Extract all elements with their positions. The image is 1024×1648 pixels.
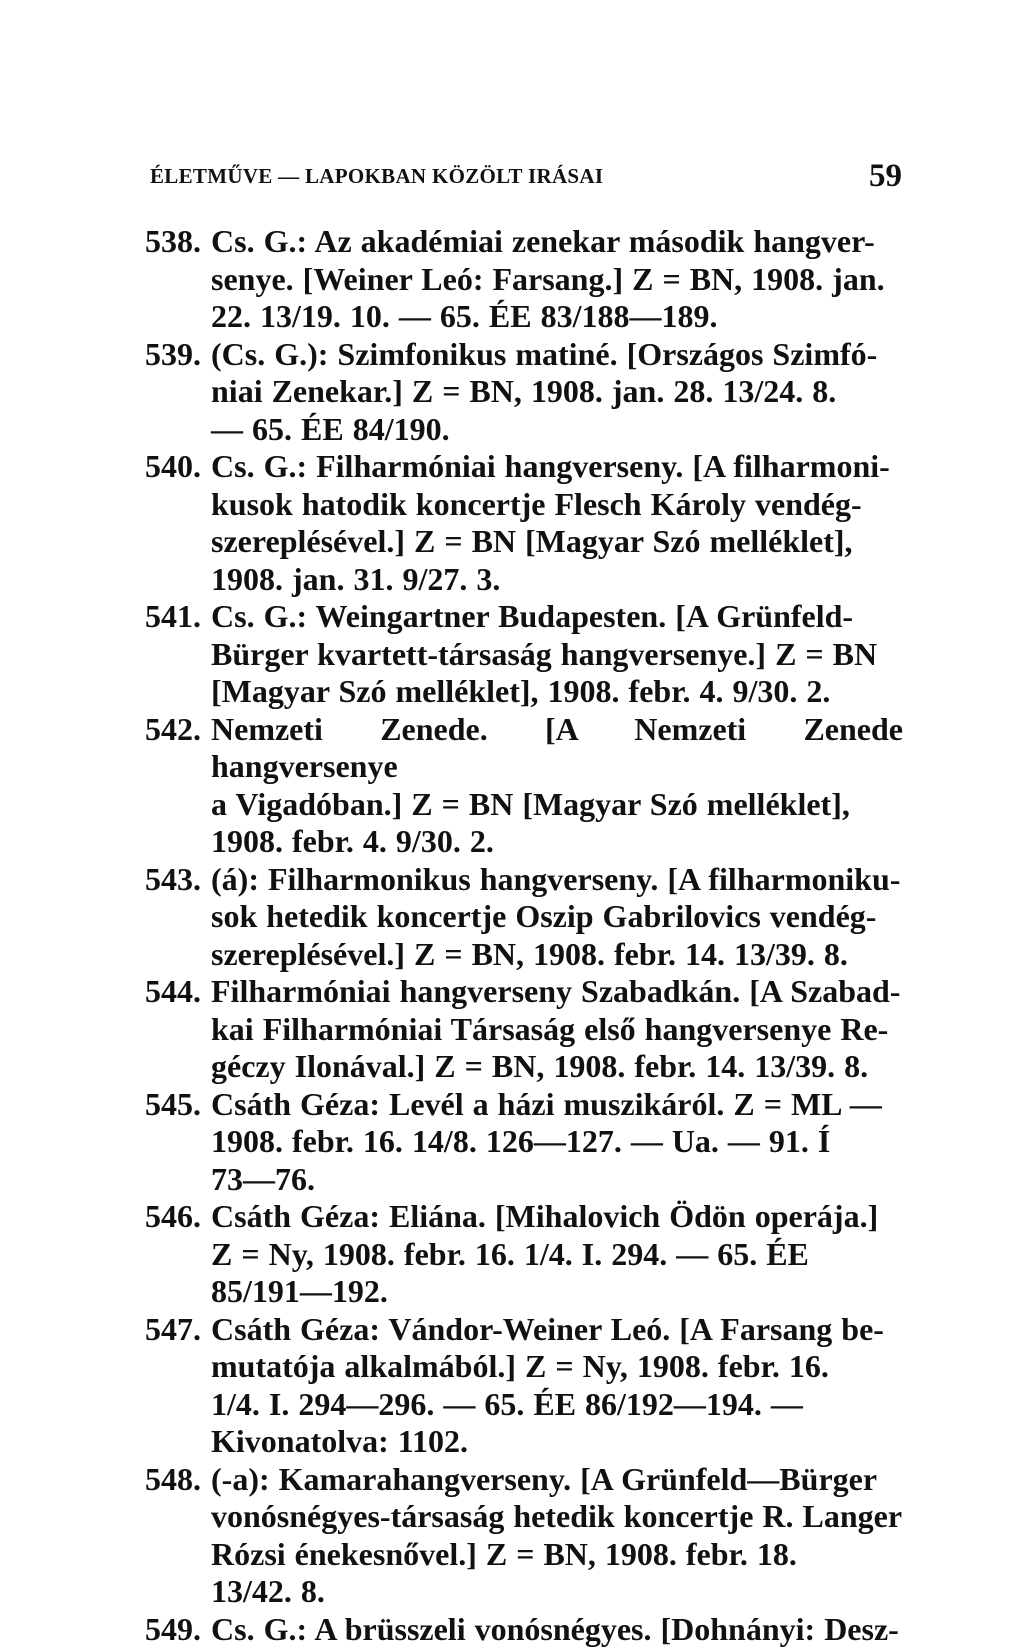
entry-542 <box>0 711 1024 861</box>
entry-number: 538. <box>145 223 211 261</box>
entry-543 <box>0 861 1024 974</box>
entry-text: (-a): Kamarahangverseny. [A Grünfeld—Bürger vonósnégyes-társaság hetedik koncertje R. Langer Rózsi énekesnővel.] Z = BN, 1908. febr. 18. 13/42. 8. <box>211 1461 903 1611</box>
entry-text: Cs. G.: Weingartner Budapesten. [A Grünfeld- Bürger kvartett-társaság hangversenye.] Z = BN [Magyar Szó melléklet], 1908. febr. 4. 9/30. 2. <box>211 598 903 711</box>
entry-text: (Cs. G.): Szimfonikus matiné. [Országos Szimfó- niai Zenekar.] Z = BN, 1908. jan. 28. 13/24. 8. — 65. ÉE 84/190. <box>211 336 903 449</box>
bibliography-entries <box>0 223 1024 1648</box>
entry-541 <box>0 598 1024 711</box>
entry-text: Filharmóniai hangverseny Szabadkán. [A Szabad- kai Filharmóniai Társaság első hangversenye Re- géczy Ilonával.] Z = BN, 1908. febr. 14. 13/39. 8. <box>211 973 903 1086</box>
entry-text: Cs. G.: Filharmóniai hangverseny. [A filharmoni- kusok hatodik koncertje Flesch Károly vendég- szereplésével.] Z = BN [Magyar Szó melléklet], 1908. jan. 31. 9/27. 3. <box>211 448 903 598</box>
entry-number: 542. <box>145 711 211 749</box>
entry-text: (á): Filharmonikus hangverseny. [A filharmoniku- sok hetedik koncertje Oszip Gabrilovics vendég- szereplésével.] Z = BN, 1908. febr. 14. 13/39. 8. <box>211 861 903 974</box>
entry-number: 546. <box>145 1198 211 1236</box>
entry-546 <box>0 1198 1024 1311</box>
entry-number: 548. <box>145 1461 211 1499</box>
entry-540 <box>0 448 1024 598</box>
entry-number: 540. <box>145 448 211 486</box>
entry-number: 549. <box>145 1611 211 1648</box>
entry-text: Cs. G.: Az akadémiai zenekar második hangver- senye. [Weiner Leó: Farsang.] Z = BN, 1908. jan. 22. 13/19. 10. — 65. ÉE 83/188—189. <box>211 223 903 336</box>
entry-549 <box>0 1611 1024 1648</box>
page-number: 59 <box>869 158 902 195</box>
running-head <box>150 158 902 198</box>
entry-text: Cs. G.: A brüsszeli vonósnégyes. [Dohnányi: Desz- <box>211 1611 903 1648</box>
entry-539 <box>0 336 1024 449</box>
entry-538 <box>0 223 1024 336</box>
entry-number: 541. <box>145 598 211 636</box>
entry-number: 539. <box>145 336 211 374</box>
entry-548 <box>0 1461 1024 1611</box>
entry-547 <box>0 1311 1024 1461</box>
entry-545 <box>0 1086 1024 1199</box>
entry-544 <box>0 973 1024 1086</box>
entry-text: Csáth Géza: Levél a házi muszikáról. Z = ML — 1908. febr. 16. 14/8. 126—127. — Ua. — 91. Í 73—76. <box>211 1086 903 1199</box>
entry-number: 543. <box>145 861 211 899</box>
entry-number: 545. <box>145 1086 211 1124</box>
entry-number: 544. <box>145 973 211 1011</box>
running-title: ÉLETMŰVE — LAPOKBAN KÖZÖLT IRÁSAI <box>150 164 603 189</box>
entry-number: 547. <box>145 1311 211 1349</box>
entry-text: Csáth Géza: Vándor-Weiner Leó. [A Farsang be- mutatója alkalmából.] Z = Ny, 1908. febr. 16. 1/4. I. 294—296. — 65. ÉE 86/192—194. — Kivonatolva: 1102. <box>211 1311 903 1461</box>
entry-text: Csáth Géza: Eliána. [Mihalovich Ödön operája.] Z = Ny, 1908. febr. 16. 1/4. I. 294. — 65. ÉE 85/191—192. <box>211 1198 903 1311</box>
entry-text: Nemzeti Zenede. [A Nemzeti Zenede hangversenye a Vigadóban.] Z = BN [Magyar Szó melléklet], 1908. febr. 4. 9/30. 2. <box>211 711 903 861</box>
